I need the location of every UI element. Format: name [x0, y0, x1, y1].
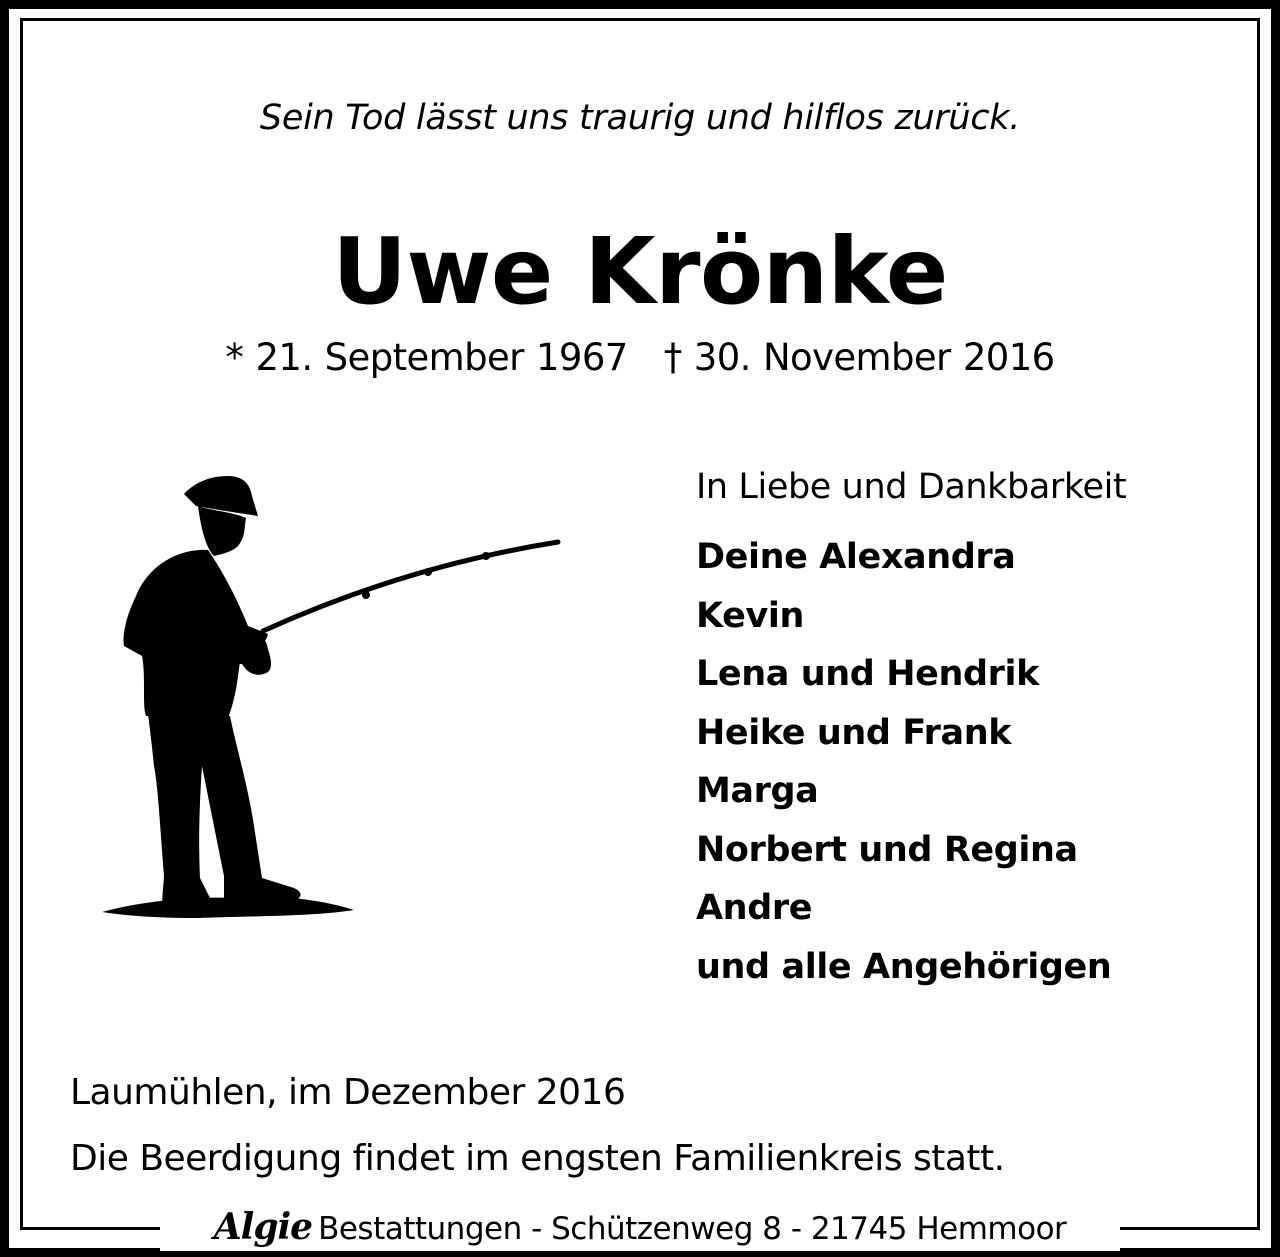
intro-line: Sein Tod lässt uns traurig und hilflos zurück. [259, 98, 1021, 138]
life-dates [0, 336, 1280, 379]
mourner-name: Deine Alexandra [696, 537, 1016, 577]
mourner-name: Kevin [696, 595, 804, 636]
place-date: Laumühlen, im Dezember 2016 [70, 1072, 626, 1113]
funeral-home-address: Bestattungen - Schützenweg 8 - 21745 Hemmoor [318, 1211, 1067, 1247]
mourners-lead: In Liebe und Dankbarkeit [696, 467, 1127, 507]
deceased-name: Uwe Krönke [332, 218, 948, 325]
funeral-home-footer [160, 1203, 1120, 1251]
mourner-name: und alle Angehörigen [696, 946, 1112, 987]
fisherman-silhouette-icon [98, 466, 568, 926]
funeral-note: Die Beerdigung findet im engsten Familienkreis statt. [70, 1138, 1005, 1179]
mourner-name: Marga [696, 771, 819, 811]
mourner-name: Andre [696, 888, 813, 928]
funeral-home-logo: Algie [213, 1206, 313, 1248]
mourner-name: Norbert und Regina [696, 829, 1078, 870]
mourners-block [696, 466, 1236, 996]
birth-date: * 21. September 1967 [225, 336, 628, 379]
mourner-name: Heike und Frank [696, 712, 1012, 753]
death-date: † 30. November 2016 [663, 336, 1055, 379]
mourner-name: Lena und Hendrik [696, 654, 1039, 694]
